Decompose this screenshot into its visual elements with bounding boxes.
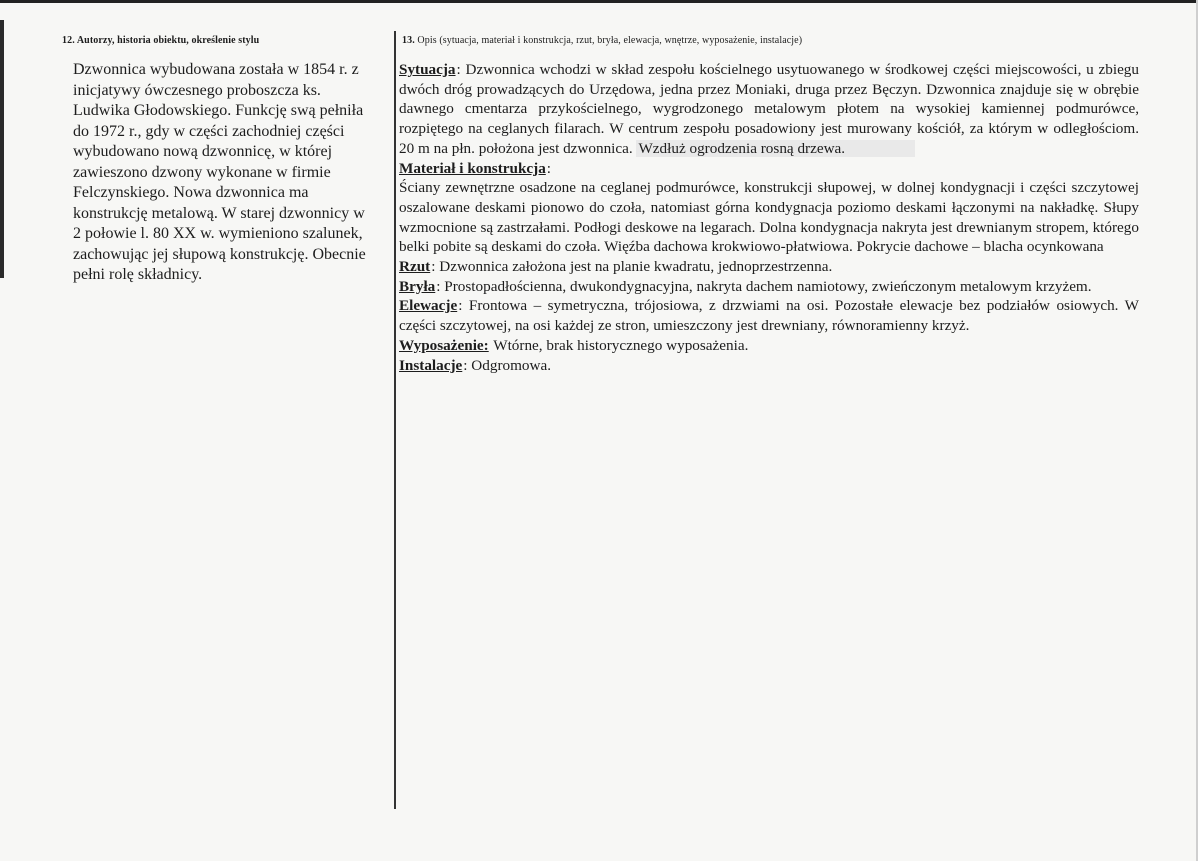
text-elewacje: : Frontowa – symetryczna, trójosiowa, z drzwiami na osi. Pozostałe elewacje bez podziałów osiowych. W części szczytowej, na osi każdej ze stron, umieszczony jest drewniany, równoramienny krzyż. (399, 297, 1139, 335)
history-paragraph: Dzwonnica wybudowana została w 1854 r. z inicjatywy ówczesnego proboszcza ks. Ludwika Głodowskiego. Funkcję swą pełniła do 1972 r., gdy w części zachodniej części wybudowano nową dzwonnicę, w której zawieszono dzwony wykonane w firmie Felczynskiego. Nowa dzwonnica ma konstrukcję metalową. W starej dzwonnicy w 2 połowie l. 80 XX w. wymieniono szalunek, zachowując jej słupową konstrukcję. Obecnie pełni rolę składnicy. (73, 61, 366, 283)
section-instalacje (399, 356, 1139, 376)
section-material (399, 159, 1139, 179)
description-text (399, 60, 1139, 375)
label-wyposazenie: Wyposażenie: (399, 336, 489, 354)
label-instalacje: Instalacje (399, 356, 463, 374)
label-bryla: Bryła (399, 277, 436, 295)
right-column-header (402, 35, 802, 46)
column-divider (394, 31, 396, 809)
text-instalacje: : Odgromowa. (463, 356, 552, 374)
text-wyposazenie: Wtórne, brak historycznego wyposażenia. (489, 336, 749, 354)
scan-edge-mark (0, 20, 4, 278)
label-rzut: Rzut (399, 258, 431, 276)
section-wyposazenie (399, 336, 1139, 356)
right-header-text: Opis (sytuacja, materiał i konstrukcja, rzut, bryła, elewacja, wnętrze, wyposażenie, instalacje) (417, 35, 803, 46)
text-rzut: : Dzwonnica założona jest na planie kwadratu, jednoprzestrzenna. (431, 258, 833, 276)
label-elewacje: Elewacje (399, 297, 458, 315)
text-sytuacja: : Dzwonnica wchodzi w skład zespołu kościelnego usytuowanego w środkowej części miejscowości, u zbiegu dwóch dróg prowadzących do Urzędowa, jedna przez Moniaki, druga przez Bęczyn. Dzwonnica znajduje się w obrębie dawnego cmentarza przykościelnego, wygrodzonego metalowym płotem na wysokiej kamiennej podmurówce, rozpiętego na ceglanych filarach. W centrum zespołu posadowiony jest murowany kościół, za którym w odległościom. 20 m na płn. położona jest dzwonnica. (399, 61, 1139, 157)
section-elewacje (399, 296, 1139, 335)
history-text (73, 60, 369, 286)
section-bryla (399, 277, 1139, 297)
label-material: Materiał i konstrukcja (399, 159, 546, 177)
left-column-header: 12. Autorzy, historia obiektu, określenie stylu (62, 35, 260, 46)
label-sytuacja: Sytuacja (399, 61, 456, 78)
top-border (0, 0, 1198, 3)
text-bryla: : Prostopadłościenna, dwukondygnacyjna, nakryta dachem namiotowy, zwieńczonym metalowym krzyżem. (436, 277, 1092, 295)
section-rzut (399, 257, 1139, 277)
section-sytuacja (399, 60, 1139, 159)
text-material-colon: : (546, 159, 552, 177)
section-material-body: Ściany zewnętrzne osadzone na ceglanej podmurówce, konstrukcji słupowej, w dolnej kondygnacji i części szczytowej oszalowane deskami pionowo do czoła, natomiast górna kondygnacja poziomo deskami łączonymi na nakładkę. Słupy wzmocnione są zastrzałami. Podłogi deskowe na legarach. Dolna kondygnacja nakryta jest drewnianym stropem, którego belki pobite są deskami do czoła. Więźba dachowa krokwiowo-płatwiowa. Pokrycie dachowe – blacha ocynkowana (399, 179, 1139, 256)
right-header-number: 13. (402, 35, 415, 46)
text-sytuacja-extra: Wzdłuż ogrodzenia rosną drzewa. (636, 140, 915, 157)
